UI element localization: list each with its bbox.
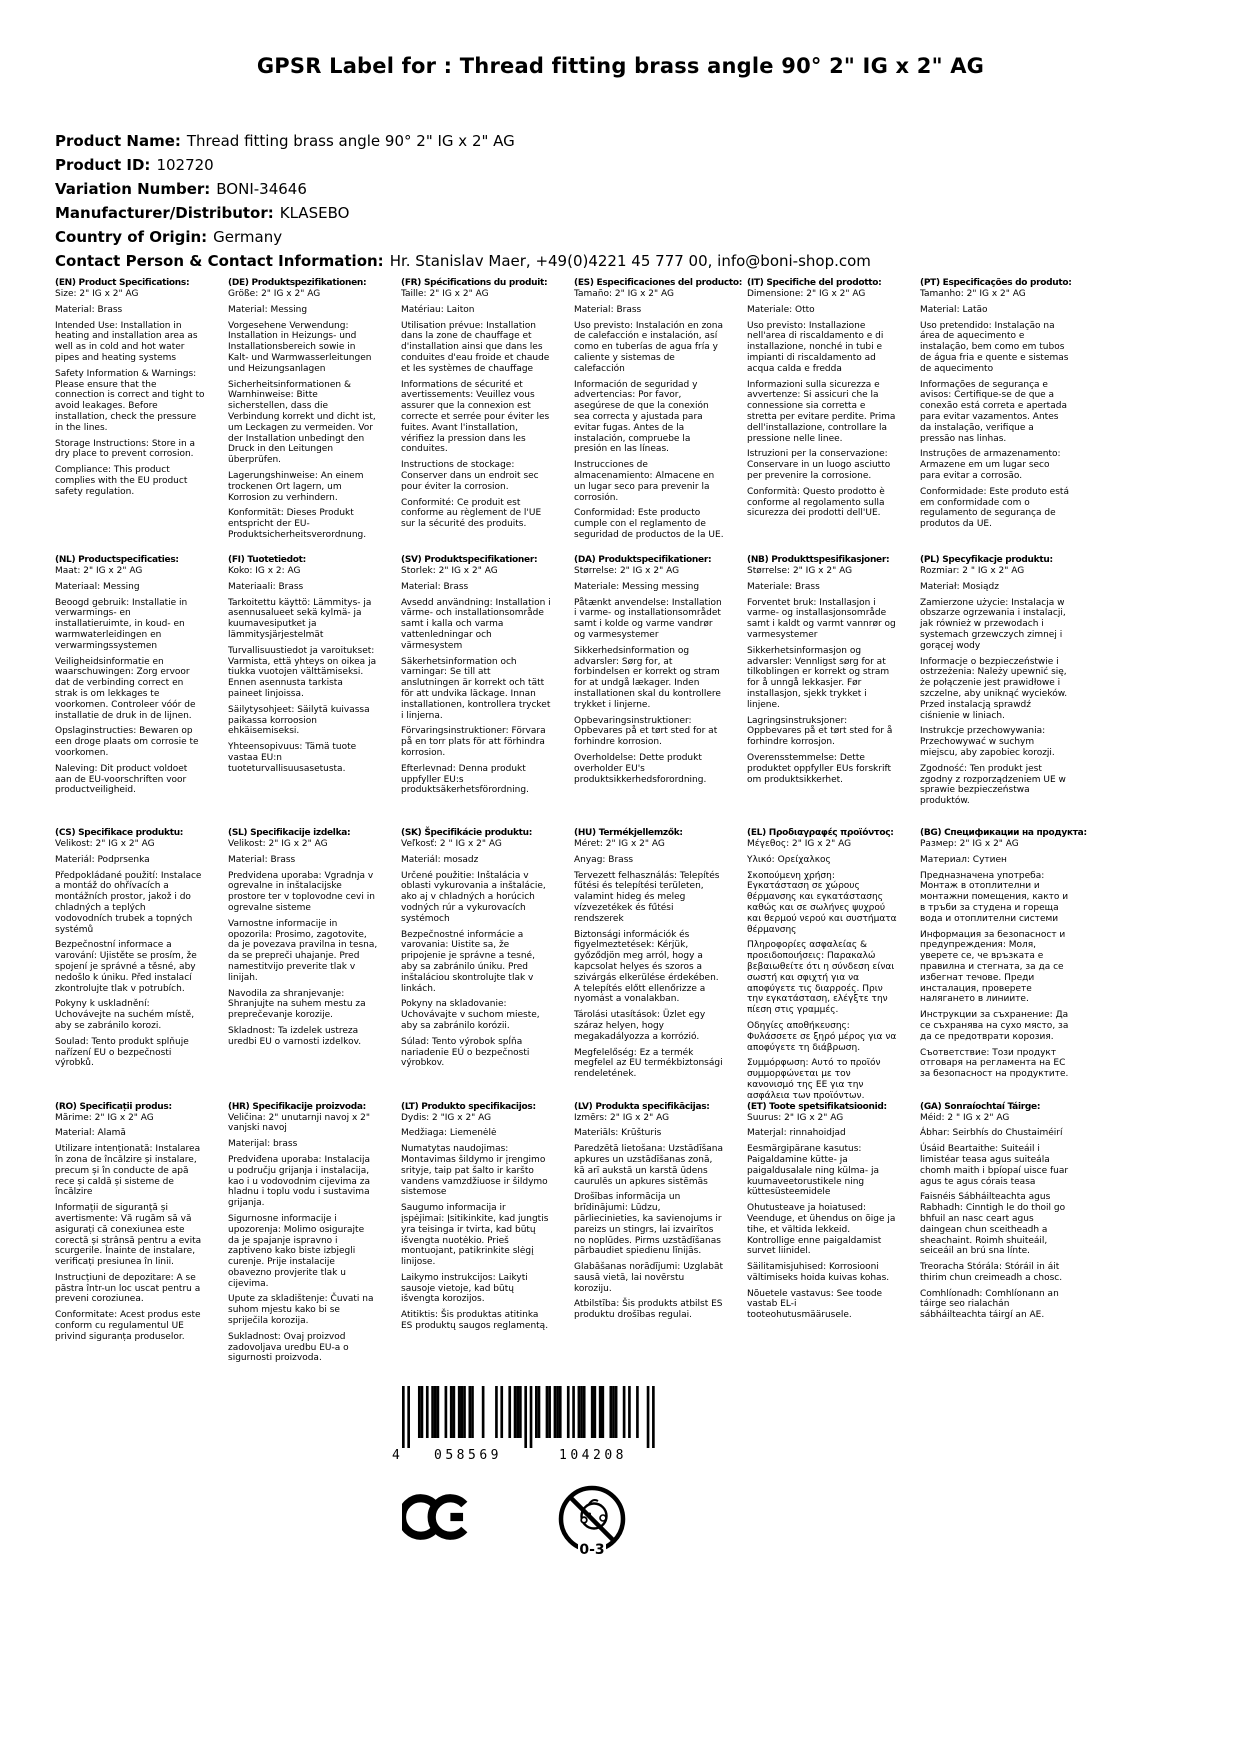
language-storage-instructions: Tárolási utasítások: Üzlet egy száraz helyen, hogy megakadályozza a korrózió. (574, 1010, 706, 1042)
language-size-line: Size: 2" IG x 2" AG (55, 289, 139, 299)
language-safety-warnings: Turvallisuustiedot ja varoitukset: Varmista, että yhteys on oikea ja tiukka vuotojen välttämiseksi. Ennen asennusta tarkista paineet linjoissa. (228, 645, 377, 699)
language-block (55, 555, 205, 796)
language-intended-use: Tarkoitettu käyttö: Lämmitys- ja asennusalueet sekä kylmä- ja kuumavesiputket ja lämmitysjärjestelmät (228, 597, 372, 640)
language-storage-instructions: Glabāšanas norādījumi: Uzglabāt sausā vietā, lai novērstu koroziju. (574, 1262, 723, 1294)
language-safety-warnings: Sikkerhetsinformasjon og advarsler: Vennligst sørg for at tilkoblingen er korrekt og stram for å unngå lekkasjer. Før installasjon, sjekk trykket i linjene. (747, 645, 890, 710)
language-block (574, 1102, 724, 1322)
language-material-line: Materiaali: Brass (228, 581, 304, 592)
language-intended-use: Uso pretendido: Instalação na área de aquecimento e instalação, bem como em tubos de água fria e quente e sistemas de aquecimento (920, 320, 1069, 374)
language-compliance: Nõuetele vastavus: See toode vastab EL-i tooteohutusmäärusele. (747, 1288, 883, 1321)
language-block-header: (HR) Specifikacije proizvoda: (228, 1101, 366, 1112)
language-block-header: (BG) Спецификации на продукта: (920, 828, 1087, 838)
product-name-label: Product Name: (55, 132, 181, 150)
language-material-line: Materiał: Mosiądz (920, 581, 999, 592)
language-compliance: Zgodność: Ten produkt jest zgodny z rozporządzeniem UE w sprawie bezpieczeństwa produktów. (920, 763, 1066, 807)
language-size-line: Taille: 2" IG x 2" AG (401, 289, 489, 299)
language-block-header: (ET) Toote spetsifikatsioonid: (747, 1101, 887, 1112)
language-size-line: Suurus: 2" IG x 2" AG (747, 1112, 844, 1123)
language-block (55, 278, 205, 498)
language-safety-warnings: Veiligheidsinformatie en waarschuwingen: Zorg ervoor dat de verbinding correct en strak is om lekkages te voorkomen. Controleer vóór de installatie de druk in de lijnen. (55, 656, 196, 721)
variation-number-value: BONI-34646 (216, 180, 307, 198)
language-block (55, 1102, 205, 1343)
language-block (747, 1102, 897, 1322)
language-block (920, 555, 1070, 807)
language-compliance: Compliance: This product complies with the EU product safety regulation. (55, 465, 188, 497)
language-size-line: Tamaño: 2" IG x 2" AG (574, 289, 675, 299)
language-intended-use: Avsedd användning: Installation i värme- och installationsområde samt i kalla och varma vattenledningar och värmesystem (401, 597, 551, 651)
language-safety-warnings: Bezpečnostné informácie a varovania: Uistite sa, že pripojenie je správne a tesné, aby sa zabránilo úniku. Pred inštaláciou skontrolujte tlak v linkách. (401, 929, 535, 994)
language-storage-instructions: Laikymo instrukcijos: Laikyti sausoje vietoje, kad būtų išvengta korozijos. (401, 1272, 528, 1305)
language-material-line: Medžiaga: Liemenėlė (401, 1128, 497, 1139)
language-storage-instructions: Pokyny k uskladnění: Uchovávejte na suchém místě, aby se zabránilo korozi. (55, 999, 195, 1031)
language-size-line: Mărime: 2" IG x 2" AG (55, 1112, 154, 1123)
manufacturer-label: Manufacturer/Distributor: (55, 204, 274, 222)
language-intended-use: Beoogd gebruik: Installatie in verwarmings- en installatieruimte, in koud- en warmwaterleidingen en verwarmingssystemen (55, 597, 188, 651)
language-intended-use: Numatytas naudojimas: Montavimas šildymo ir įrengimo srityje, taip pat šalto ir karšto vandens vamzdžiuose ir šildymo sistemose (401, 1144, 548, 1198)
language-size-line: Veľkosť: 2 " IG x 2" AG (401, 839, 502, 849)
language-safety-warnings: Safety Information & Warnings: Please ensure that the connection is correct and tight to avoid leakages. Before installation, check the pressure in the lines. (55, 368, 205, 433)
language-material-line: Ábhar: Seirbhís do Chustaiméirí (920, 1128, 1063, 1139)
language-size-line: Izmērs: 2" IG x 2" AG (574, 1112, 670, 1123)
barcode-bars (402, 1386, 655, 1448)
language-block-header: (GA) Sonraíochtaí Táirge: (920, 1101, 1041, 1112)
language-storage-instructions: Instrucțiuni de depozitare: A se păstra într-un loc uscat pentru a preveni coroziunea. (55, 1272, 201, 1305)
language-block-header: (EL) Προδιαγραφές προϊόντος: (747, 828, 894, 838)
product-name-line (55, 129, 871, 153)
language-storage-instructions: Opslaginstructies: Bewaren op een droge plaats om corrosie te voorkomen. (55, 726, 199, 758)
language-size-line: Størrelse: 2" IG x 2" AG (747, 566, 853, 576)
language-size-line: Velikost: 2" IG x 2" AG (55, 839, 155, 849)
language-material-line: Materiale: Otto (747, 304, 815, 315)
language-compliance: Conformitate: Acest produs este conform cu regulamentul UE privind siguranța produselor. (55, 1310, 201, 1342)
language-size-line: Размер: 2" IG x 2" AG (920, 839, 1019, 849)
language-intended-use: Uso previsto: Instalación en zona de calefacción e instalación, así como en tuberías de agua fría y caliente y sistemas de calefacción (574, 320, 724, 374)
language-block-header: (PL) Specyfikacje produktu: (920, 555, 1053, 565)
language-grid (55, 278, 1087, 1364)
language-material-line: Anyag: Brass (574, 854, 634, 865)
language-intended-use: Tervezett felhasználás: Telepítés fűtési és telepítési területen, valamint hideg és meleg vízvezetékek és fűtési rendszerek (574, 870, 720, 924)
language-compliance: Συμμόρφωση: Αυτό το προϊόν συμμορφώνεται με τον κανονισμό της ΕΕ για την ασφάλεια των προϊόντων. (747, 1058, 881, 1101)
language-safety-warnings: Informations de sécurité et avertissements: Veuillez vous assurer que la connexion est correcte et serrée pour éviter les fuites. Avant l'installation, vérifiez la pression dans les conduites. (401, 379, 550, 455)
language-compliance: Conformidad: Este producto cumple con el reglamento de seguridad de productos de la UE. (574, 508, 724, 540)
language-block-header: (NB) Produkttspesifikasjoner: (747, 555, 890, 565)
language-material-line: Materiál: Podprsenka (55, 854, 150, 865)
language-block-header: (HU) Termékjellemzők: (574, 828, 683, 838)
language-safety-warnings: Informações de segurança e avisos: Certifique-se de que a conexão está correta e apertada para evitar vazamentos. Antes da instalação, verifique a pressão nas linhas. (920, 379, 1067, 444)
ean13-barcode-graphic (388, 1386, 668, 1462)
language-compliance: Atbilstība: Šis produkts atbilst ES produktu drošības regulai. (574, 1299, 723, 1321)
language-safety-warnings: Πληροφορίες ασφαλείας & προειδοποιήσεις: Παρακαλώ βεβαιωθείτε ότι η σύνδεση είναι σωστή και σφιχτή για να αποφύγετε τις διαρροές. Πριν την εγκατάσταση, ελέγξτε την πίεση στις γραμμές. (747, 940, 895, 1016)
product-name-value: Thread fitting brass angle 90° 2" IG x 2" AG (186, 132, 515, 150)
variation-number-label: Variation Number: (55, 180, 211, 198)
language-intended-use: Utilisation prévue: Installation dans la zone de chauffage et d'installation ainsi que dans les conduites d'eau froide et chaude et les systèmes de chauffage (401, 320, 550, 374)
language-material-line: Материал: Сутиен (920, 854, 1007, 865)
language-compliance: Conformité: Ce produit est conforme au règlement de l'UE sur la sécurité des produits. (401, 497, 542, 530)
language-block (747, 828, 897, 1102)
language-compliance: Atitiktis: Šis produktas atitinka ES produktų saugos reglamentą. (401, 1310, 549, 1332)
language-size-line: Tamanho: 2" IG x 2" AG (920, 289, 1026, 299)
language-safety-warnings: Информация за безопасност и предупреждения: Моля, уверете се, че връзката е правилна и стегната, за да се избегнат течове. Преди инсталация, проверете налягането в линиите. (920, 929, 1066, 1005)
language-block-header: (SL) Specifikacije izdelka: (228, 828, 351, 838)
language-intended-use: Forventet bruk: Installasjon i varme- og installasjonsområde samt i kaldt og varmt vannrør og varmesystemer (747, 597, 896, 640)
language-storage-instructions: Säilytysohjeet: Säilytä kuivassa paikassa korroosion ehkäisemiseksi. (228, 704, 370, 737)
language-size-line: Storlek: 2" IG x 2" AG (401, 566, 498, 576)
language-block (747, 278, 897, 519)
language-safety-warnings: Bezpečnostní informace a varování: Ujistěte se prosím, že spojení je správné a těsné, aby nedošlo k úniku. Před instalací zkontrolujte tlak v potrubích. (55, 940, 197, 994)
language-intended-use: Vorgesehene Verwendung: Installation in Heizungs- und Installationsbereich sowie in Kalt- und Warmwasserleitungen und Heizungsanlagen (228, 320, 372, 374)
language-block (228, 278, 378, 541)
language-material-line: Material: Messing (228, 304, 308, 315)
product-id-label: Product ID: (55, 156, 151, 174)
country-of-origin-value: Germany (213, 228, 283, 246)
language-compliance: Съответствие: Този продукт отговаря на регламента на ЕС за безопасност на продуктите. (920, 1047, 1069, 1080)
language-storage-instructions: Treoracha Stórála: Stóráil in áit thirim chun creimeadh a chosc. (920, 1262, 1063, 1283)
language-size-line: Méret: 2" IG x 2" AG (574, 839, 665, 849)
language-row-1 (55, 278, 1070, 555)
language-compliance: Súlad: Tento výrobok spĺňa nariadenie EÚ o bezpečnosti výrobkov. (401, 1036, 530, 1069)
language-size-line: Koko: IG x 2: AG (228, 566, 301, 576)
language-block-header: (FR) Spécifications du produit: (401, 278, 548, 288)
language-size-line: Maat: 2" IG x 2" AG (55, 566, 143, 576)
language-safety-warnings: Varnostne informacije in opozorila: Prosimo, zagotovite, da je povezava pravilna in tesna, da se prepreči uhajanje. Pred namestitvijo preverite tlak v linijah. (228, 918, 378, 983)
language-block (747, 555, 897, 785)
language-material-line: Material: Brass (55, 304, 123, 315)
ean13-barcode (388, 1386, 668, 1462)
language-intended-use: Σκοπούμενη χρήση: Εγκατάσταση σε χώρους θέρμανσης και εγκατάστασης καθώς και σε σωλήνες ψυχρού και θερμού νερού και συστήματα θέρμανσης (747, 870, 897, 935)
product-id-line (55, 153, 871, 177)
language-safety-warnings: Informacje o bezpieczeństwie i ostrzeżenia: Należy upewnić się, że połączenie jest prawidłowe i szczelne, aby uniknąć wycieków. Przed instalacją sprawdź ciśnienie w liniach. (920, 656, 1068, 721)
language-compliance: Conformidade: Este produto está em conformidade com o regulamento de segurança de produtos da UE. (920, 486, 1069, 530)
language-material-line: Υλικό: Ορείχαλκος (747, 854, 831, 865)
language-material-line: Materiāls: Krūšturis (574, 1128, 662, 1139)
language-storage-instructions: Instrukcje przechowywania: Przechowywać w suchym miejscu, aby zapobiec korozji. (920, 726, 1055, 758)
language-block-header: (DA) Produktspecifikationer: (574, 555, 712, 565)
language-compliance: Skladnost: Ta izdelek ustreza uredbi EU o varnosti izdelkov. (228, 1025, 362, 1047)
language-block-header: (LT) Produkto specifikacijos: (401, 1101, 536, 1112)
language-block (920, 828, 1087, 1080)
language-compliance: Megfelelőség: Ez a termék megfelel az EU termékbiztonsági rendeletének. (574, 1047, 723, 1080)
language-block (228, 555, 378, 775)
language-size-line: Méid: 2 " IG x 2" AG (920, 1112, 1010, 1123)
language-storage-instructions: Instrucciones de almacenamiento: Almacene en un lugar seco para prevenir la corrosión. (574, 460, 715, 503)
language-block (920, 278, 1070, 530)
language-storage-instructions: Инструкции за съхранение: Да се съхранява на сухо място, за да се предотврати корозия. (920, 1010, 1069, 1042)
language-safety-warnings: Informazioni sulla sicurezza e avvertenze: Si assicuri che la connessione sia corretta e stretta per evitare perdite. Prima dell'installazione, controllare la pressione nelle linee. (747, 379, 896, 444)
country-of-origin-label: Country of Origin: (55, 228, 208, 246)
language-storage-instructions: Pokyny na skladovanie: Uchovávajte v suchom mieste, aby sa zabránilo korózii. (401, 999, 540, 1031)
language-compliance: Overensstemmelse: Dette produktet oppfyller EUs forskrift om produktsikkerhet. (747, 752, 892, 785)
language-storage-instructions: Οδηγίες αποθήκευσης: Φυλάσσετε σε ξηρό μέρος για να αποφύγετε τη διάβρωση. (747, 1020, 897, 1053)
language-block (228, 828, 378, 1048)
manufacturer-value: KLASEBO (279, 204, 350, 222)
country-of-origin-line (55, 225, 871, 249)
language-compliance: Efterlevnad: Denna produkt uppfyller EU:s produktsäkerhetsförordning. (401, 763, 529, 796)
language-block (228, 1102, 378, 1365)
language-storage-instructions: Lagerungshinweise: An einem trockenen Ort lagern, um Korrosion zu verhindern. (228, 470, 364, 503)
age-warning-label: 0-3 (579, 1542, 605, 1558)
language-material-line: Material: Latão (920, 304, 988, 315)
language-material-line: Materiale: Brass (747, 581, 820, 592)
language-storage-instructions: Instructions de stockage: Conserver dans un endroit sec pour éviter la corrosion. (401, 460, 539, 492)
language-intended-use: Úsáid Beartaithe: Suiteáil i limistéar teasa agus suiteála chomh maith i bpíopaí uisce fuar agus te agus córais teasa (920, 1144, 1069, 1187)
language-safety-warnings: Información de seguridad y advertencias: Por favor, asegúrese de que la conexión sea correcta y ajustada para evitar fugas. Antes de la instalación, compruebe la presión en las líneas. (574, 379, 709, 455)
language-block-header: (LV) Produkta specifikācijas: (574, 1101, 710, 1112)
variation-number-line (55, 177, 871, 201)
language-block-header: (EN) Product Specifications: (55, 278, 190, 288)
language-compliance: Overholdelse: Dette produkt overholder EU's produktsikkerhedsforordning. (574, 752, 707, 785)
language-storage-instructions: Säilitamisjuhised: Korrosiooni vältimiseks hoida kuivas kohas. (747, 1262, 890, 1283)
contact-label: Contact Person & Contact Information: (55, 252, 384, 270)
language-safety-warnings: Sigurnosne informacije i upozorenja: Molimo osigurajte da je spajanje ispravno i zaptiveno kako biste izbjegli curenje. Prije instalacije obavezno provjerite tlak u cijevima. (228, 1213, 365, 1289)
language-block-header: (SK) Špecifikácie produktu: (401, 828, 533, 838)
language-material-line: Material: Brass (574, 304, 642, 315)
language-compliance: Yhteensopivuus: Tämä tuote vastaa EU:n tuoteturvallisuusasetusta. (228, 742, 357, 774)
barcode-digits-left: 058569 (434, 1448, 502, 1462)
language-storage-instructions: Opbevaringsinstruktioner: Opbevares på et tørt sted for at forhindre korrosion. (574, 715, 718, 748)
language-size-line: Rozmiar: 2 " IG x 2" AG (920, 566, 1025, 576)
language-row-4 (55, 1102, 1070, 1365)
language-size-line: Dimensione: 2" IG x 2" AG (747, 289, 866, 299)
language-size-line: Größe: 2" IG x 2" AG (228, 289, 321, 299)
language-intended-use: Påtænkt anvendelse: Installation i varme- og installationsområdet samt i kolde og varme vandrør og varmesystemer (574, 597, 722, 640)
language-row-3 (55, 828, 1087, 1102)
language-block (401, 828, 551, 1069)
language-safety-warnings: Drošības informācija un brīdinājumi: Lūdzu, pārliecinieties, ka savienojums ir pareizs un stingrs, lai izvairītos no noplūdes. Pirms uzstādīšanas pārbaudiet spiedienu līnijās. (574, 1192, 722, 1257)
language-block (574, 828, 724, 1080)
age-warning-icon (553, 1482, 631, 1566)
language-storage-instructions: Instruções de armazenamento: Armazene em um lugar seco para evitar a corrosão. (920, 449, 1061, 481)
product-info (55, 129, 871, 273)
language-intended-use: Eesmärgipärane kasutus: Paigaldamine kütte- ja paigaldusalale ning külma- ja kuumaveetorustikele ning küttesüsteemidele (747, 1144, 880, 1198)
barcode-digits-right: 104208 (559, 1448, 627, 1462)
language-compliance: Naleving: Dit product voldoet aan de EU-voorschriften voor productveiligheid. (55, 763, 188, 796)
language-material-line: Materiál: mosadz (401, 854, 479, 865)
language-intended-use: Utilizare intenționată: Instalarea în zona de încălzire și instalare, precum și în conducte de apă rece și caldă și sisteme de încălzire (55, 1144, 201, 1198)
language-storage-instructions: Lagringsinstruksjoner: Oppbevares på et tørt sted for å forhindre korrosjon. (747, 715, 893, 748)
language-block (55, 828, 205, 1069)
language-block (401, 278, 551, 530)
language-intended-use: Zamierzone użycie: Instalacja w obszarze ogrzewania i instalacji, jak również w przewodach i systemach grzewczych zimnej i gorącej wody (920, 597, 1066, 651)
language-material-line: Materiale: Messing messing (574, 581, 700, 592)
language-size-line: Μέγεθος: 2" IG x 2" AG (747, 839, 852, 849)
language-storage-instructions: Storage Instructions: Store in a dry place to prevent corrosion. (55, 438, 196, 460)
language-size-line: Dydis: 2 "IG x 2" AG (401, 1112, 492, 1123)
language-block (401, 555, 551, 796)
language-size-line: Velikost: 2" IG x 2" AG (228, 839, 328, 849)
language-block-header: (IT) Specifiche del prodotto: (747, 278, 882, 288)
language-block-header: (ES) Especificaciones del producto: (574, 278, 743, 288)
language-safety-warnings: Informații de siguranță și avertismente: Vă rugăm să vă asigurați că conexiunea este corectă și strânsă pentru a evita scurgerile. Înainte de instalare, verificați presiunea în linii. (55, 1203, 202, 1268)
language-material-line: Matériau: Laiton (401, 304, 475, 315)
language-size-line: Veličina: 2" unutarnji navoj x 2" vanjski navoj (228, 1112, 371, 1134)
page-title: GPSR Label for : Thread fitting brass angle 90° 2" IG x 2" AG (256, 54, 985, 78)
contact-line (55, 249, 871, 273)
language-intended-use: Uso previsto: Installazione nell'area di riscaldamento e di installazione, nonché in tubi e impianti di riscaldamento ad acqua calda e fredda (747, 320, 884, 374)
language-intended-use: Предназначена употреба: Монтаж в отоплителни и монтажни помещения, както и в тръби за студена и гореща вода и отоплителни системи (920, 870, 1069, 924)
language-material-line: Materiaal: Messing (55, 581, 140, 592)
contact-value: Hr. Stanislav Maer, +49(0)4221 45 777 00, info@boni-shop.com (389, 252, 871, 270)
language-safety-warnings: Sikkerhedsinformation og advarsler: Sørg for, at forbindelsen er korrekt og stram for at undgå lækager. Inden installationen skal du kontrollere trykket i linjerne. (574, 645, 721, 710)
language-storage-instructions: Upute za skladištenje: Čuvati na suhom mjestu kako bi se spriječila korozija. (228, 1294, 374, 1327)
language-safety-warnings: Biztonsági információk és figyelmeztetések: Kérjük, győződjön meg arról, hogy a kapcsolat helyes és szoros a szivárgás elkerülése érdekében. A telepítés előtt ellenőrizze a nyomást a vonalakban. (574, 929, 719, 1005)
language-material-line: Material: Alamă (55, 1128, 126, 1139)
language-block-header: (DE) Produktspezifikationen: (228, 278, 367, 288)
language-block-header: (NL) Productspecificaties: (55, 555, 179, 565)
ce-mark-icon (402, 1492, 468, 1546)
language-block (920, 1102, 1070, 1322)
language-safety-warnings: Ohutusteave ja hoiatused: Veenduge, et ühendus on õige ja tihe, et vältida lekkeid. Kontrollige enne paigaldamist survet liinidel. (747, 1203, 896, 1257)
language-intended-use: Intended Use: Installation in heating and installation area as well as in cold and hot water pipes and heating systems (55, 320, 198, 363)
language-material-line: Materjal: rinnahoidjad (747, 1128, 846, 1139)
language-safety-warnings: Sicherheitsinformationen & Warnhinweise: Bitte sicherstellen, dass die Verbindung korrekt und dicht ist, um Leckagen zu vermeiden. Vor der Installation unbedingt den Druck in den Leitungen überprüfen. (228, 379, 376, 466)
language-material-line: Material: Brass (228, 854, 296, 865)
language-compliance: Konformität: Dieses Produkt entspricht der EU-Produktsicherheitsverordnung. (228, 508, 367, 540)
language-intended-use: Předpokládané použití: Instalace a montáž do ohřívacích a montážních prostor, jakož i do chladných a teplých vodovodních trubek a topných systémů (55, 870, 202, 935)
language-material-line: Material: Brass (401, 581, 469, 592)
language-block-header: (CS) Specifikace produktu: (55, 828, 184, 838)
language-intended-use: Paredzētā lietošana: Uzstādīšana apkures un uzstādīšanas zonā, kā arī aukstā un karstā ūdens caurulēs un apkures sistēmās (574, 1144, 724, 1187)
product-id-value: 102720 (156, 156, 214, 174)
language-safety-warnings: Faisnéis Sábháilteachta agus Rabhadh: Cinntigh le do thoil go bhfuil an nasc ceart agus daingean chun sceitheadh a sheachaint. Roimh shuiteáil, seiceáil an brú sna línte. (920, 1192, 1066, 1257)
language-compliance: Soulad: Tento produkt splňuje nařízení EU o bezpečnosti výrobků. (55, 1036, 189, 1069)
language-compliance: Comhlíonadh: Comhlíonann an táirge seo rialachán sábháilteachta táirgí an AE. (920, 1288, 1059, 1321)
language-block (574, 555, 724, 785)
language-block (574, 278, 743, 541)
language-size-line: Størrelse: 2" IG x 2" AG (574, 566, 680, 576)
language-block-header: (SV) Produktspecifikationer: (401, 555, 538, 565)
language-block-header: (RO) Specificații produs: (55, 1101, 172, 1112)
language-storage-instructions: Förvaringsinstruktioner: Förvara på en torr plats för att förhindra korrosion. (401, 726, 546, 758)
language-intended-use: Predviđena uporaba: Instalacija u području grijanja i instalacija, kao i u vodovodnim cijevima za hladnu i toplu vodu i sustavima grijanja. (228, 1154, 371, 1209)
language-compliance: Conformità: Questo prodotto è conforme al regolamento sulla sicurezza dei prodotti dell'UE. (747, 486, 885, 519)
language-material-line: Materijal: brass (228, 1139, 298, 1150)
language-intended-use: Predvidena uporaba: Vgradnja v ogrevalne in inštalacijske prostore ter v toplovodne cevi in ogrevalne sisteme (228, 870, 375, 913)
barcode-digit-leading: 4 (392, 1448, 400, 1462)
language-safety-warnings: Saugumo informacija ir įspėjimai: Įsitikinkite, kad jungtis yra teisinga ir tvirta, kad būtų išvengta nuotėkio. Prieš montuojant, patikrinkite slėgį linijose. (401, 1203, 549, 1268)
language-storage-instructions: Istruzioni per la conservazione: Conservare in un luogo asciutto per prevenire la corrosione. (747, 449, 891, 481)
language-intended-use: Určené použitie: Inštalácia v oblasti vykurovania a inštalácie, ako aj v chladných a horúcich vodných rúr a vykurovacích systémoch (401, 870, 546, 924)
language-compliance: Sukladnost: Ovaj proizvod zadovoljava uredbu EU-a o sigurnosti proizvoda. (228, 1331, 349, 1364)
manufacturer-line (55, 201, 871, 225)
language-block-header: (PT) Especificações do produto: (920, 278, 1072, 288)
language-storage-instructions: Navodila za shranjevanje: Shranjujte na suhem mestu za preprečevanje korozije. (228, 988, 366, 1021)
language-safety-warnings: Säkerhetsinformation och varningar: Se till att anslutningen är korrekt och tätt för att undvika läckage. Innan installationen, kontrollera trycket i linjerna. (401, 656, 551, 721)
language-block (401, 1102, 551, 1332)
language-row-2 (55, 555, 1070, 828)
language-block-header: (FI) Tuotetiedot: (228, 555, 306, 565)
